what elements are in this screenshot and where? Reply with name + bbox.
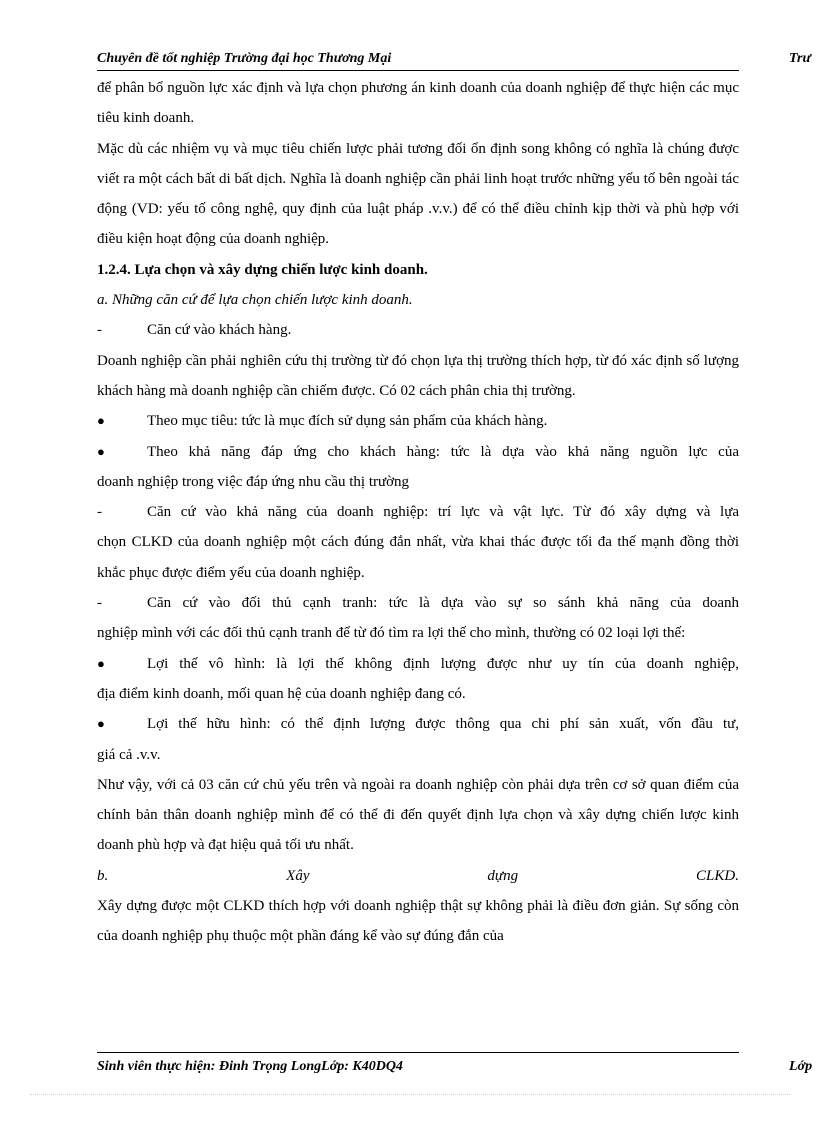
item-text: Lợi thế hữu hình: có thể định lượng được thông qua chi phí sản xuất, vốn đầu tư,: [147, 716, 739, 733]
bullet-item: [97, 649, 739, 679]
heading-word: Xây: [286, 867, 310, 884]
header-right-text: Trư: [789, 51, 811, 66]
section-heading: 1.2.4. Lựa chọn và xây dựng chiến lược kinh doanh.: [97, 261, 428, 278]
footer-divider: [97, 1052, 739, 1053]
page-footer: Sinh viên thực hiện: Đinh Trọng LongLớp: K40DQ4: [97, 1059, 403, 1074]
paragraph: Doanh nghiệp cần phải nghiên cứu thị trường từ đó chọn lựa thị trường thích hợp, từ đó xác định số lượng khách hàng mà doanh nghiệp cần chiếm được. Có 02 cách phân chia thị trường.: [97, 352, 739, 399]
item-continuation: doanh nghiệp trong việc đáp ứng nhu cầu thị trường: [97, 473, 410, 490]
bullet-item: [97, 406, 739, 436]
document-body: [97, 73, 739, 952]
dash-marker: -: [97, 504, 102, 521]
heading-word: CLKD.: [696, 867, 739, 884]
item-text: Theo mục tiêu: tức là mục đích sử dụng sản phẩm của khách hàng.: [147, 413, 548, 430]
paragraph: Xây dựng được một CLKD thích hợp với doanh nghiệp thật sự không phải là điều đơn giản. Sự sống còn của doanh nghiệp phụ thuộc một phần đáng kể vào sự đúng đắn của: [97, 898, 739, 945]
bullet-icon: ●: [97, 443, 105, 459]
header-title: Chuyên đề tốt nghiệp Trường đại học Thương Mại: [97, 51, 392, 66]
item-text: Căn cứ vào khách hàng.: [147, 322, 292, 339]
dash-marker: -: [97, 322, 102, 339]
paragraph: Như vậy, với cả 03 căn cứ chủ yếu trên và ngoài ra doanh nghiệp còn phải dựa trên cơ sở quan điểm của chính bản thân doanh nghiệp mình để có thể đi đến quyết định lựa chọn và xây dựng chiến lược kinh doanh phù hợp và đạt hiệu quả tối ưu nhất.: [97, 776, 739, 854]
item-continuation: giá cả .v.v.: [97, 746, 161, 763]
paragraph: để phân bổ nguồn lực xác định và lựa chọn phương án kinh doanh của doanh nghiệp để thực hiện các mục tiêu kinh doanh.: [97, 80, 739, 127]
item-text: Lợi thế vô hình: là lợi thế không định lượng được như uy tín của doanh nghiệp,: [147, 655, 739, 672]
bullet-icon: ●: [97, 413, 105, 429]
dash-item: [97, 588, 739, 618]
subsection-heading-b: [97, 861, 739, 891]
item-continuation: địa điểm kinh doanh, mối quan hệ của doanh nghiệp đang có.: [97, 685, 466, 702]
bullet-item: [97, 709, 739, 739]
subsection-heading: a. Những căn cứ để lựa chọn chiến lược kinh doanh.: [97, 292, 413, 309]
page-header: [97, 50, 739, 71]
dash-marker: -: [97, 595, 102, 612]
dash-item: [97, 497, 739, 527]
item-text: Căn cứ vào đối thủ cạnh tranh: tức là dựa vào sự so sánh khả năng của doanh: [147, 595, 739, 612]
bullet-icon: ●: [97, 655, 105, 671]
bullet-icon: ●: [97, 716, 105, 732]
item-continuation: chọn CLKD của doanh nghiệp một cách đúng đắn nhất, vừa khai thác được tối đa thế mạnh đồng thời khắc phục được điểm yếu của doanh nghiệp.: [97, 534, 739, 581]
page-bottom-divider: [30, 1094, 790, 1095]
item-text: Căn cứ vào khả năng của doanh nghiệp: trí lực và vật lực. Từ đó xây dựng và lựa: [147, 504, 739, 521]
bullet-item: [97, 437, 739, 467]
footer-right-text: Lớp: [789, 1059, 813, 1074]
item-continuation: nghiệp mình với các đối thủ cạnh tranh để từ đó tìm ra lợi thế cho mình, thường có 02 loại lợi thế:: [97, 625, 686, 642]
heading-word: dựng: [487, 867, 519, 884]
dash-item: [97, 315, 739, 345]
heading-word: b.: [97, 867, 109, 884]
item-text: Theo khả năng đáp ứng cho khách hàng: tức là dựa vào khả năng nguồn lực của: [147, 443, 739, 460]
paragraph: Mặc dù các nhiệm vụ và mục tiêu chiến lược phải tương đối ổn định song không có nghĩa là chúng được viết ra một cách bất di bất dịch. Nghĩa là doanh nghiệp cần phải linh hoạt trước những yếu tố bên ngoài tác động (VD: yếu tố công nghệ, quy định của luật pháp .v.v.) để có thể điều chỉnh kịp thời và phù hợp với điều kiện hoạt động của doanh nghiệp.: [97, 140, 739, 248]
